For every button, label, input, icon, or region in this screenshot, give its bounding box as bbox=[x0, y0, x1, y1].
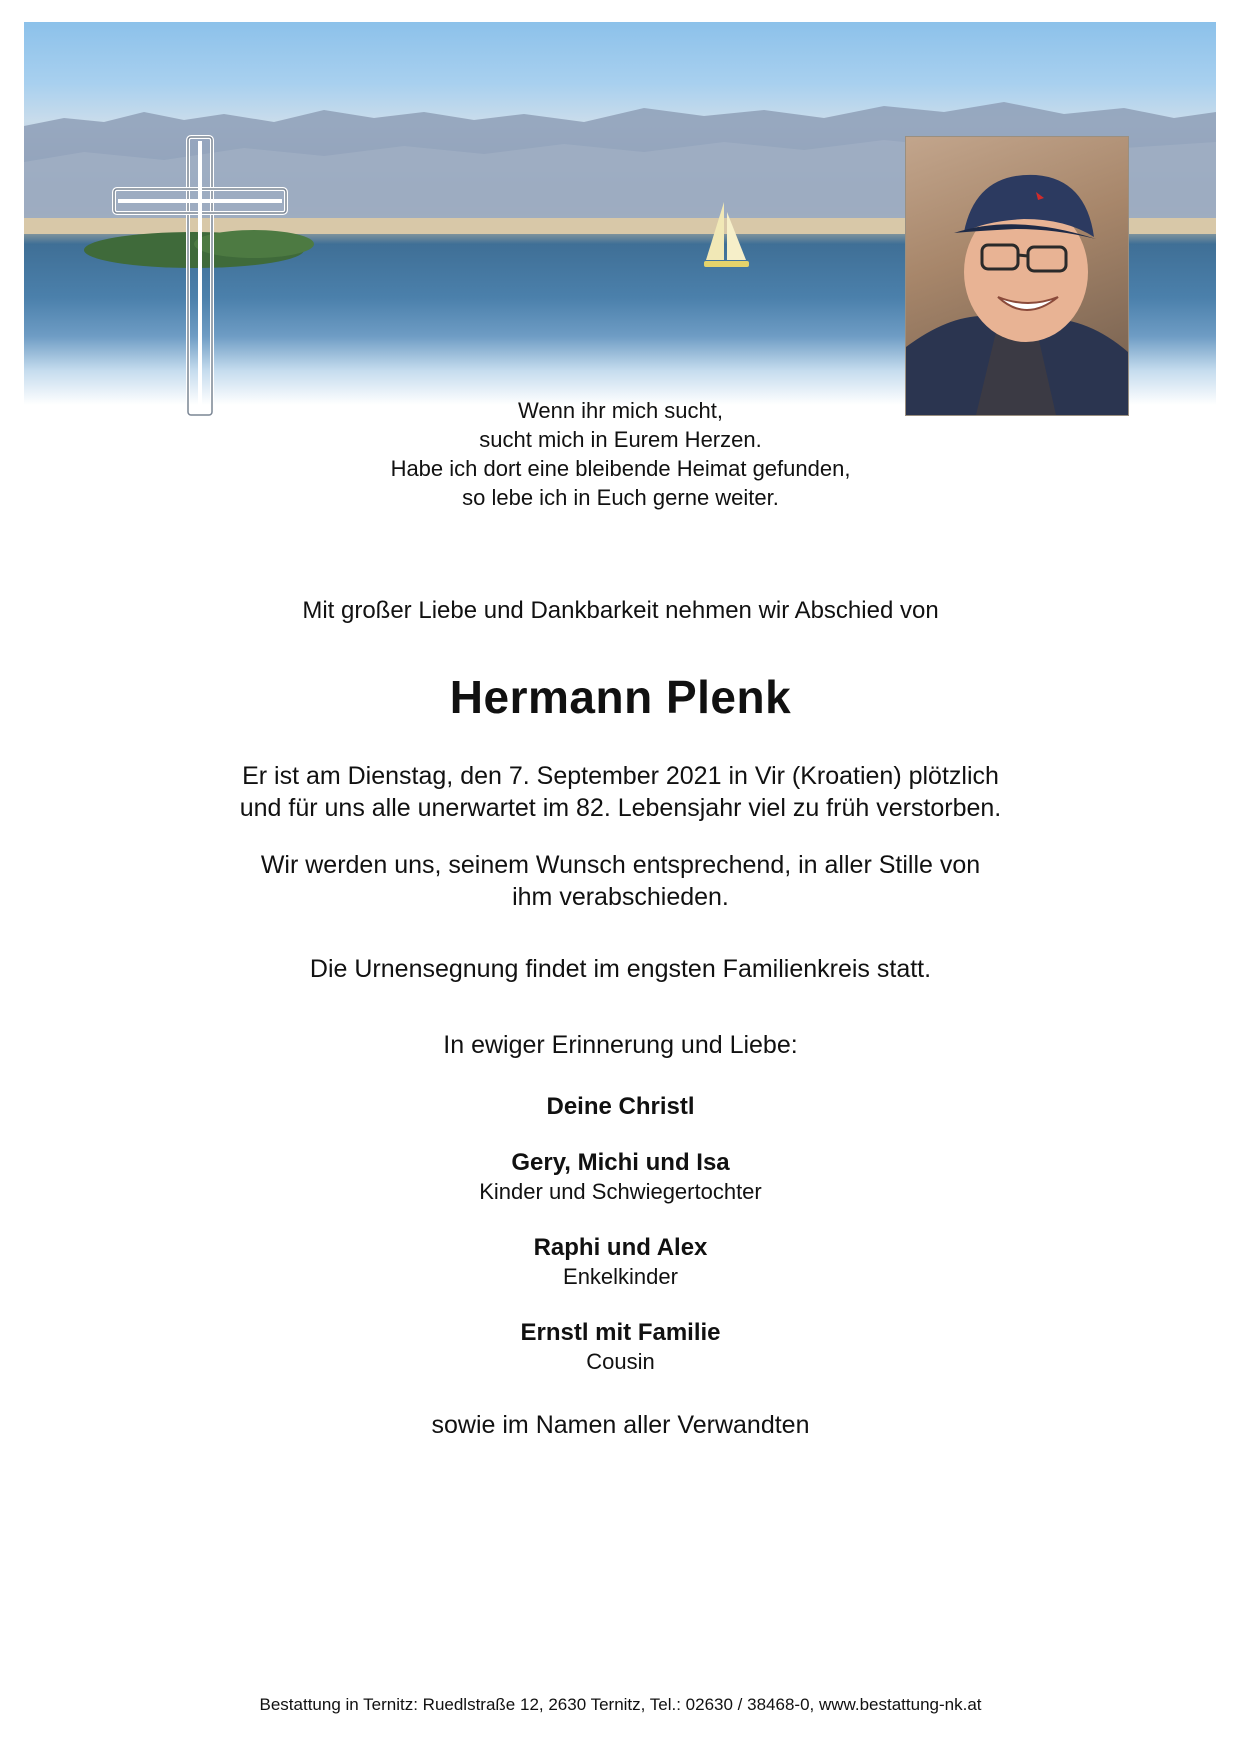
mourner-name: Raphi und Alex bbox=[533, 1234, 708, 1261]
mourner-relation: Kinder und Schwiegertochter bbox=[479, 1179, 762, 1204]
death-notice bbox=[0, 760, 1241, 824]
memory-line: In ewiger Erinnerung und Liebe: bbox=[443, 1031, 798, 1059]
closing-line: sowie im Namen aller Verwandten bbox=[431, 1411, 810, 1439]
farewell-intro: Mit großer Liebe und Dankbarkeit nehmen wir Abschied von bbox=[302, 597, 939, 624]
mourner-name: Gery, Michi und Isa bbox=[511, 1149, 730, 1176]
poem-line: sucht mich in Eurem Herzen. bbox=[479, 427, 762, 452]
mourner-group bbox=[0, 1319, 1241, 1375]
outline-cross-icon bbox=[112, 135, 288, 417]
farewell-paragraph bbox=[0, 849, 1241, 913]
death-notice-line: und für uns alle unerwartet im 82. Lebensjahr viel zu früh verstorben. bbox=[239, 794, 1002, 822]
mourner-name: Ernstl mit Familie bbox=[520, 1319, 721, 1346]
deceased-name: Hermann Plenk bbox=[449, 671, 792, 723]
portrait-photo-icon bbox=[906, 137, 1128, 415]
farewell-line: ihm verabschieden. bbox=[512, 883, 729, 911]
mourner-group bbox=[0, 1234, 1241, 1290]
portrait-photo bbox=[905, 136, 1129, 416]
urn-blessing-notice: Die Urnensegnung findet im engsten Familienkreis statt. bbox=[309, 955, 932, 983]
mourner-relation: Cousin bbox=[586, 1349, 655, 1374]
mourner-relation: Enkelkinder bbox=[563, 1264, 678, 1289]
poem-line: Wenn ihr mich sucht, bbox=[517, 398, 723, 423]
mourner-group bbox=[0, 1149, 1241, 1205]
poem-line: so lebe ich in Euch gerne weiter. bbox=[462, 485, 779, 510]
poem-line: Habe ich dort eine bleibende Heimat gefunden, bbox=[390, 456, 851, 481]
farewell-line: Wir werden uns, seinem Wunsch entsprechend, in aller Stille von bbox=[260, 851, 981, 879]
memorial-poem bbox=[0, 396, 1241, 512]
death-notice-line: Er ist am Dienstag, den 7. September 2021 in Vir (Kroatien) plötzlich bbox=[242, 762, 999, 790]
funeral-home-footer: Bestattung in Ternitz: Ruedlstraße 12, 2630 Ternitz, Tel.: 02630 / 38468-0, www.bestattung-nk.at bbox=[259, 1695, 982, 1714]
mourner-name: Deine Christl bbox=[546, 1093, 695, 1120]
